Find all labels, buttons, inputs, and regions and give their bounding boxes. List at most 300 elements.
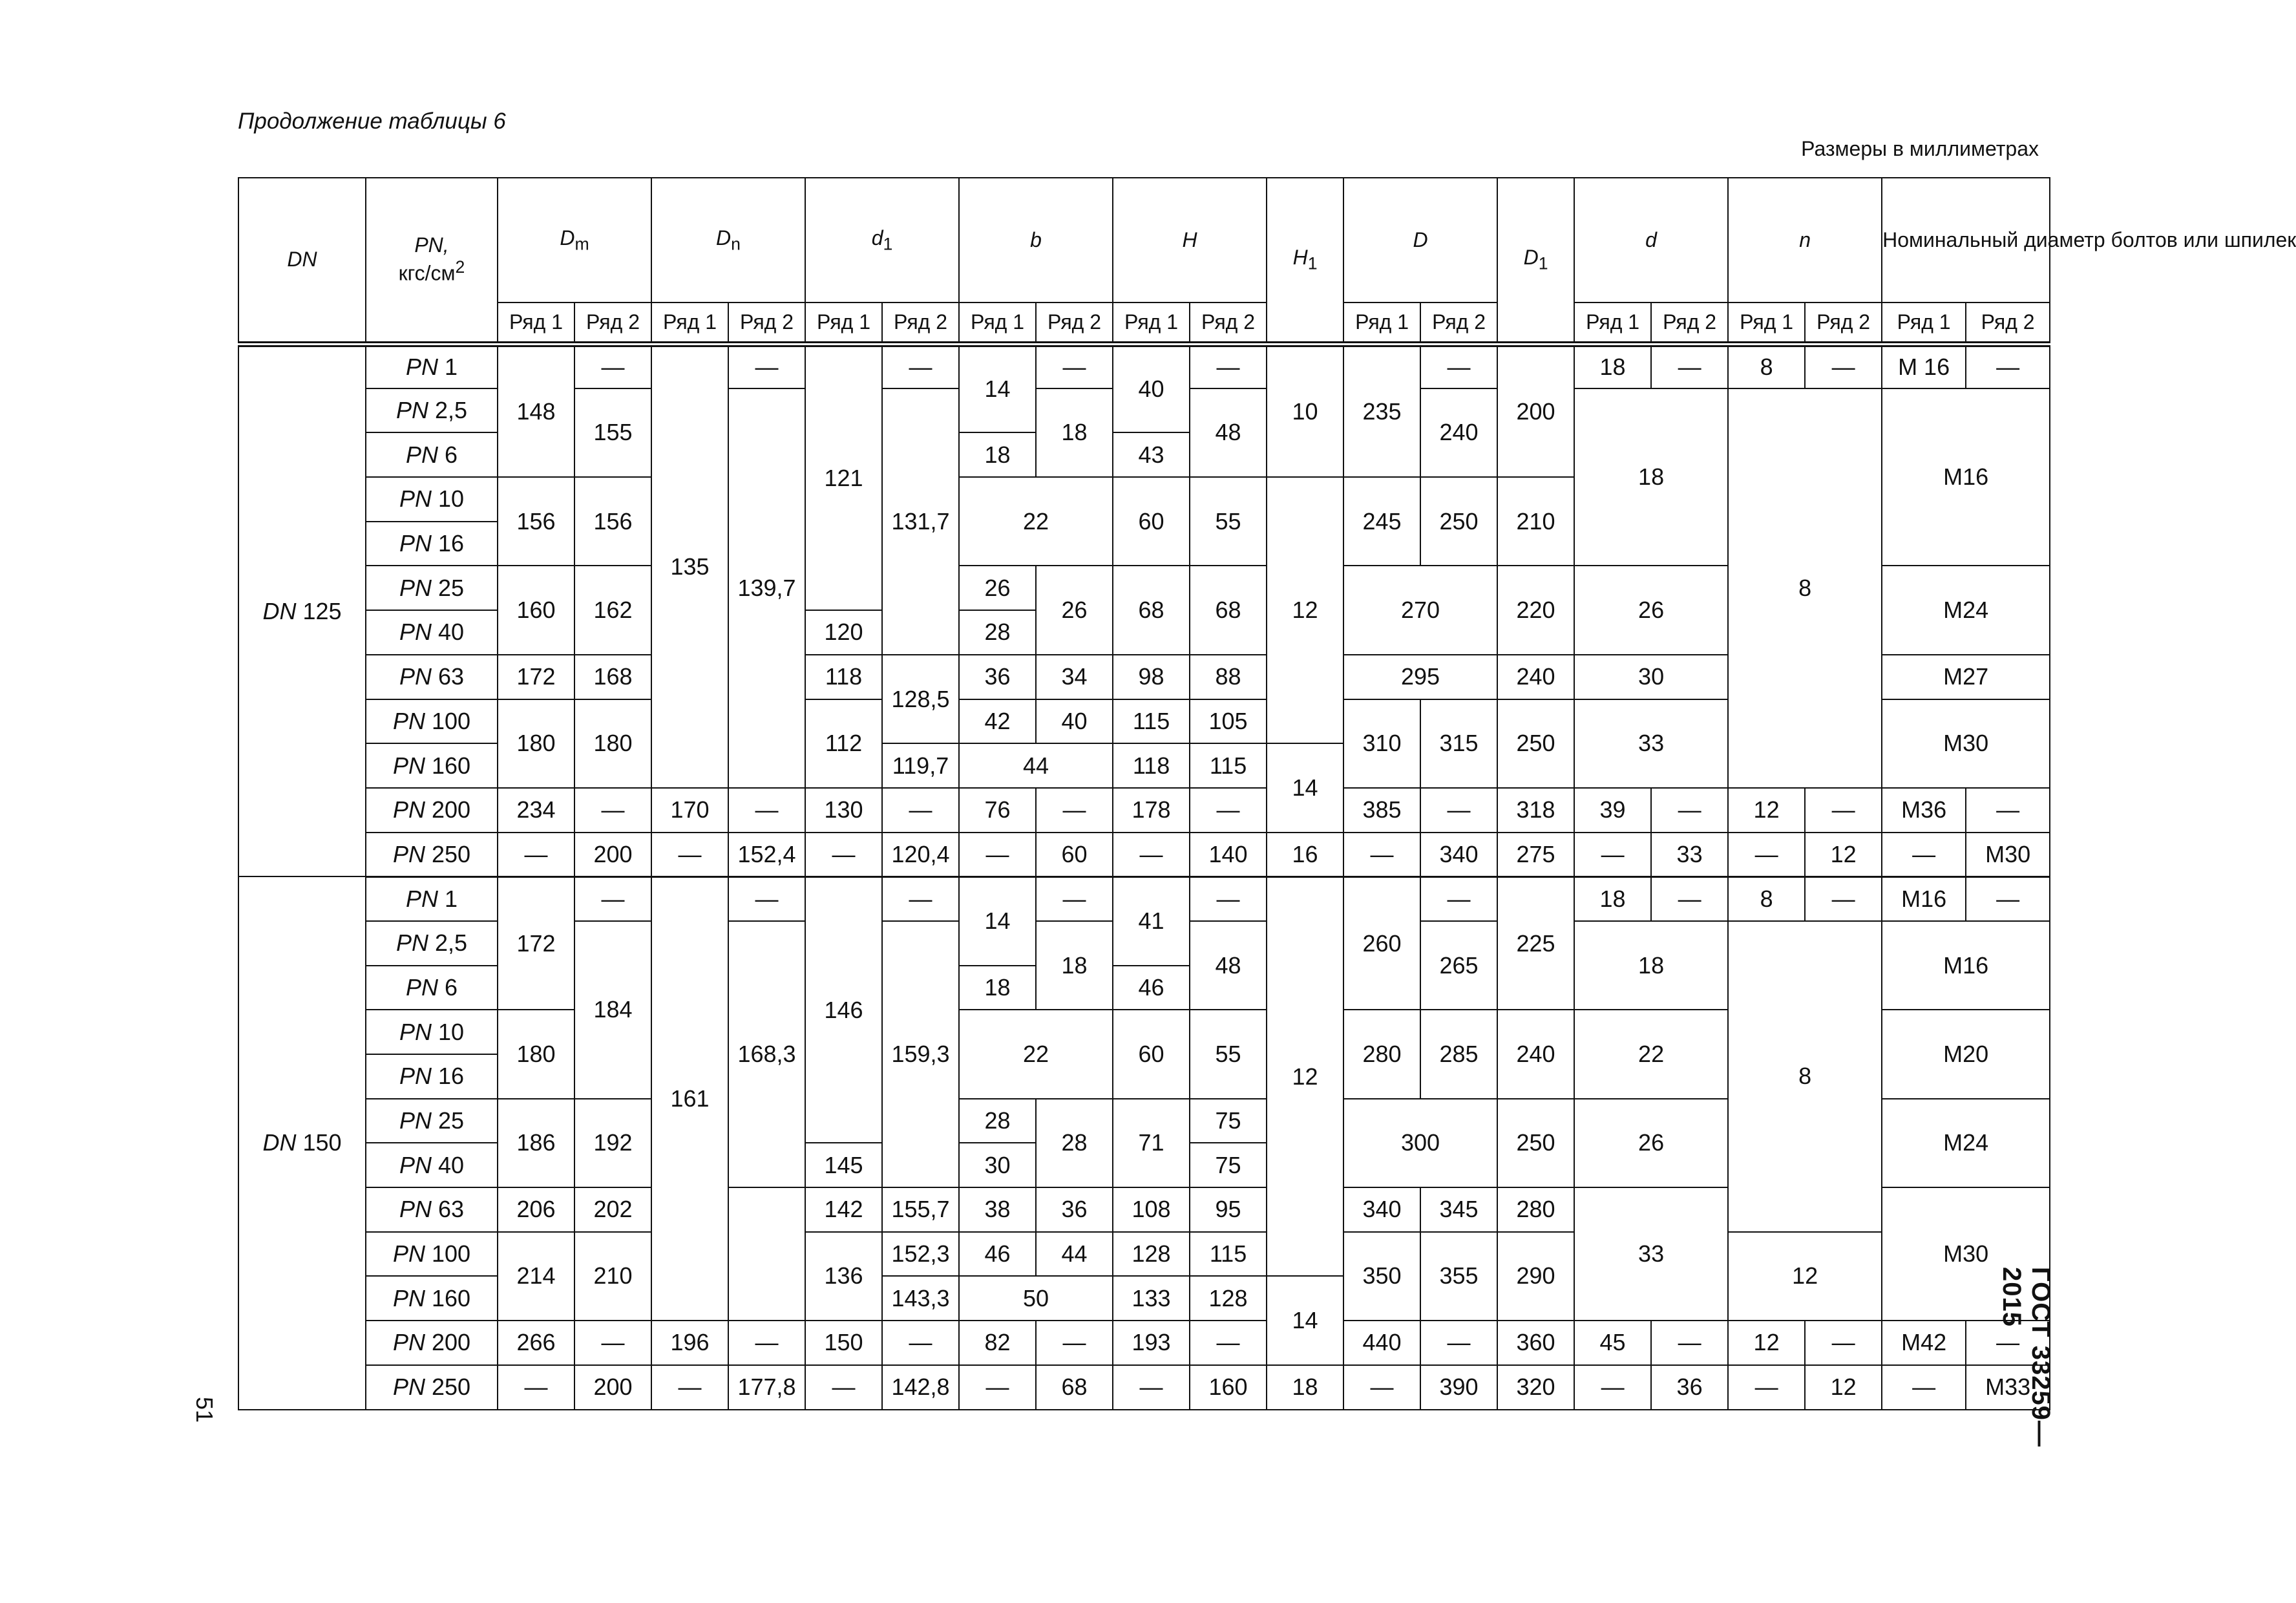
cell: 18 [1574,344,1651,388]
table-row [238,833,2050,877]
cell: 136 [805,1232,882,1321]
cell: — [1190,344,1267,388]
cell: 250 [1497,1099,1574,1187]
cell: 121 [805,344,882,610]
cell: 133 [1113,1276,1190,1321]
cell: — [1113,1365,1190,1410]
row-series-2: Ряд 2 [1966,303,2050,344]
cell: — [1966,788,2050,833]
cell: М30 [1966,833,2050,877]
cell: 44 [959,743,1113,788]
cell: 193 [1113,1321,1190,1365]
cell: 36 [1036,1187,1113,1232]
cell: 118 [1113,743,1190,788]
row-series-2: Ряд 2 [1420,303,1497,344]
cell: 42 [959,699,1036,744]
cell: — [882,876,959,921]
cell: 143,3 [882,1276,959,1321]
row-series-1: Ряд 1 [498,303,574,344]
row-series-2: Ряд 2 [1651,303,1728,344]
cell: 18 [1267,1365,1343,1410]
cell: — [1882,1365,1966,1410]
cell: 250 [1420,477,1497,566]
cell: 440 [1343,1321,1420,1365]
table-row [238,1365,2050,1410]
pn-cell: PN 6 [366,432,498,477]
cell: 18 [1036,921,1113,1010]
cell: М16 [1882,876,1966,921]
cell: — [1651,1321,1728,1365]
cell: 162 [574,566,651,654]
cell: 12 [1267,477,1343,743]
row-series-2: Ряд 2 [574,303,651,344]
cell: — [1574,833,1651,877]
cell: 71 [1113,1099,1190,1187]
cell: — [1190,788,1267,833]
cell: 320 [1497,1365,1574,1410]
cell: 60 [1113,477,1190,566]
cell: — [882,1321,959,1365]
cell: 310 [1343,699,1420,788]
pn-cell: PN 1 [366,344,498,388]
cell: 285 [1420,1010,1497,1098]
cell: 360 [1497,1321,1574,1365]
cell: 82 [959,1321,1036,1365]
cell: 39 [1574,788,1651,833]
cell: 55 [1190,1010,1267,1098]
cell: 245 [1343,477,1420,566]
header-dn: DN [238,178,366,344]
cell: — [1651,344,1728,388]
cell: 177,8 [728,1365,805,1410]
cell: — [1036,876,1113,921]
cell: 68 [1190,566,1267,654]
table-row [238,788,2050,833]
cell: 48 [1190,388,1267,477]
cell: 225 [1497,876,1574,1010]
cell: 250 [1497,699,1574,788]
cell: 112 [805,699,882,788]
cell: 8 [1728,344,1805,388]
cell: 115 [1190,743,1267,788]
cell: — [1420,1321,1497,1365]
cell: 108 [1113,1187,1190,1232]
cell: — [651,1365,728,1410]
pn-cell: PN 160 [366,1276,498,1321]
cell: 38 [959,1187,1036,1232]
cell: М30 [1882,699,2050,788]
cell: 16 [1267,833,1343,877]
cell: 152,4 [728,833,805,877]
table-row [238,1321,2050,1365]
cell: 50 [959,1276,1113,1321]
cell: — [1966,1321,2050,1365]
cell: 168 [574,655,651,699]
cell: 128 [1113,1232,1190,1277]
cell: 41 [1113,876,1190,965]
cell: — [1574,1365,1651,1410]
pn-cell: PN 40 [366,610,498,655]
cell: 192 [574,1099,651,1187]
cell: — [1805,876,1882,921]
row-series-1: Ряд 1 [651,303,728,344]
cell: 12 [1267,876,1343,1276]
cell: 12 [1805,1365,1882,1410]
cell: 36 [959,655,1036,699]
cell: 206 [498,1187,574,1232]
cell: 240 [1420,388,1497,477]
cell: 210 [574,1232,651,1321]
cell: — [1420,344,1497,388]
cell: 180 [498,699,574,788]
cell: — [1805,788,1882,833]
cell: 145 [805,1143,882,1187]
cell: 345 [1420,1187,1497,1232]
pn-cell: PN 63 [366,1187,498,1232]
cell: 168,3 [728,921,805,1187]
cell: 235 [1343,344,1420,477]
cell: 170 [651,788,728,833]
cell: 160 [1190,1365,1267,1410]
cell: 280 [1497,1187,1574,1232]
cell: 142 [805,1187,882,1232]
cell: 12 [1728,1321,1805,1365]
row-series-1: Ряд 1 [1574,303,1651,344]
cell: М27 [1882,655,2050,699]
cell: 156 [574,477,651,566]
cell: 156 [498,477,574,566]
cell: 155 [574,388,651,477]
cell: 300 [1343,1099,1497,1187]
pn-cell: PN 25 [366,566,498,610]
cell: 34 [1036,655,1113,699]
cell: 152,3 [882,1232,959,1277]
cell: — [574,344,651,388]
cell: 115 [1190,1232,1267,1277]
table-caption: Продолжение таблицы 6 [238,109,506,134]
cell: 75 [1190,1143,1267,1187]
cell: 159,3 [882,921,959,1187]
cell: — [805,833,882,877]
cell: — [728,1321,805,1365]
cell: — [882,344,959,388]
cell: 130 [805,788,882,833]
cell: 172 [498,655,574,699]
cell: — [1420,788,1497,833]
cell: 234 [498,788,574,833]
cell: 60 [1113,1010,1190,1098]
cell: 8 [1728,921,1882,1232]
cell: 119,7 [882,743,959,788]
cell: — [574,1321,651,1365]
cell: 88 [1190,655,1267,699]
cell: 18 [1574,876,1651,921]
cell: — [498,833,574,877]
pn-cell: PN 250 [366,833,498,877]
cell: 131,7 [882,388,959,655]
cell: — [1805,1321,1882,1365]
cell: 240 [1497,655,1574,699]
cell: 43 [1113,432,1190,477]
cell: 240 [1497,1010,1574,1098]
cell: 26 [1574,566,1728,654]
cell: 30 [1574,655,1728,699]
cell: 12 [1805,833,1882,877]
cell: 14 [959,876,1036,965]
cell: 202 [574,1187,651,1232]
header-bolt-diameter: Номинальный диаметр болтов или шпилек [1882,178,2050,303]
cell: М20 [1882,1010,2050,1098]
pn-cell: PN 25 [366,1099,498,1143]
flange-dimensions-table [238,177,2296,1410]
cell: 10 [1267,344,1343,477]
cell: 172 [498,876,574,1010]
cell: 148 [498,344,574,477]
pn-cell: PN 200 [366,788,498,833]
cell: 315 [1420,699,1497,788]
cell: 120 [805,610,882,655]
header-D: D [1343,178,1497,303]
row-series-1: Ряд 1 [1343,303,1420,344]
cell: 260 [1343,876,1420,1010]
cell: 186 [498,1099,574,1187]
header-b: b [959,178,1113,303]
cell: — [1190,1321,1267,1365]
cell: — [1966,344,2050,388]
standard-designation: ГОСТ 33259—2015 [1997,1267,2055,1447]
cell: — [1651,876,1728,921]
cell: — [1805,344,1882,388]
cell: 28 [1036,1099,1113,1187]
cell: 36 [1651,1365,1728,1410]
cell: 118 [805,655,882,699]
units-note: Размеры в миллиметрах [1801,137,2039,160]
pn-cell: PN 63 [366,655,498,699]
cell: 46 [959,1232,1036,1277]
cell: 14 [959,344,1036,432]
cell: 44 [1036,1232,1113,1277]
cell: 48 [1190,921,1267,1010]
cell: 60 [1036,833,1113,877]
cell [728,1187,805,1321]
cell: 128,5 [882,655,959,743]
cell: 18 [1036,388,1113,477]
cell: 28 [959,610,1036,655]
row-series-1: Ряд 1 [959,303,1036,344]
row-series-1: Ряд 1 [1728,303,1805,344]
cell: 55 [1190,477,1267,566]
cell: 18 [959,432,1036,477]
pn-cell: PN 10 [366,477,498,522]
row-series-2: Ряд 2 [1190,303,1267,344]
cell: 12 [1728,1232,1882,1321]
cell: 33 [1574,699,1728,788]
cell: — [1036,1321,1113,1365]
cell: 350 [1343,1232,1420,1321]
cell: 385 [1343,788,1420,833]
cell: 45 [1574,1321,1651,1365]
cell: — [882,788,959,833]
table-row [238,1232,2050,1277]
cell: М 16 [1882,344,1966,388]
cell: 200 [574,833,651,877]
cell: — [1966,876,2050,921]
cell: 180 [498,1010,574,1098]
cell: 340 [1343,1187,1420,1232]
cell: — [1420,876,1497,921]
cell: 120,4 [882,833,959,877]
cell: 150 [805,1321,882,1365]
table-row [238,876,2050,921]
header-D1: $D_1$ [1497,178,1574,344]
cell: 290 [1497,1232,1574,1321]
cell: — [1190,876,1267,921]
cell: 22 [959,1010,1113,1098]
cell: — [1728,833,1805,877]
cell: 160 [498,566,574,654]
table-row [238,344,2050,388]
cell: — [728,876,805,921]
cell: 200 [1497,344,1574,477]
cell: М24 [1882,1099,2050,1187]
cell: 318 [1497,788,1574,833]
pn-cell: PN 200 [366,1321,498,1365]
cell: 14 [1267,743,1343,832]
row-series-2: Ряд 2 [882,303,959,344]
cell: 8 [1728,876,1805,921]
cell: М42 [1882,1321,1966,1365]
pn-cell: PN 2,5 [366,921,498,966]
cell: 275 [1497,833,1574,877]
cell: 95 [1190,1187,1267,1232]
pn-cell: PN 100 [366,699,498,744]
cell: М36 [1882,788,1966,833]
cell: 26 [1574,1099,1728,1187]
cell: 68 [1036,1365,1113,1410]
cell: — [728,788,805,833]
cell: — [1036,788,1113,833]
cell: 184 [574,921,651,1099]
cell: 46 [1113,966,1190,1010]
cell: 26 [1036,566,1113,654]
cell: — [1343,1365,1420,1410]
cell: — [1343,833,1420,877]
cell: 128 [1190,1276,1267,1321]
cell: 8 [1728,388,1882,788]
cell: 214 [498,1232,574,1321]
row-series-1: Ряд 1 [805,303,882,344]
cell: — [498,1365,574,1410]
cell: М16 [1882,388,2050,566]
row-series-2: Ряд 2 [728,303,805,344]
cell: 22 [959,477,1113,566]
cell: М16 [1882,921,2050,1010]
cell: 265 [1420,921,1497,1010]
pn-cell: PN 40 [366,1143,498,1187]
cell: 142,8 [882,1365,959,1410]
cell: 33 [1651,833,1728,877]
row-series-2: Ряд 2 [1805,303,1882,344]
pn-cell: PN 16 [366,522,498,566]
cell: 295 [1343,655,1497,699]
cell: 266 [498,1321,574,1365]
header-dm: $D_m$ [498,178,651,303]
cell: 68 [1113,566,1190,654]
cell: 161 [651,876,728,1321]
cell: 355 [1420,1232,1497,1321]
cell: 22 [1574,1010,1728,1098]
cell: 40 [1113,344,1190,432]
cell: 220 [1497,566,1574,654]
page-number: 51 [191,1396,218,1423]
pn-cell: PN 1 [366,876,498,921]
cell: М24 [1882,566,2050,654]
header-d: d [1574,178,1728,303]
cell: 280 [1343,1010,1420,1098]
cell: 12 [1728,788,1805,833]
cell: 26 [959,566,1036,610]
pn-cell: PN 250 [366,1365,498,1410]
header-h: H [1113,178,1267,303]
pn-cell: PN 2,5 [366,388,498,433]
cell: — [1882,833,1966,877]
cell: 200 [574,1365,651,1410]
cell: — [651,833,728,877]
cell: 14 [1267,1276,1343,1364]
cell: 28 [959,1099,1036,1143]
cell: — [1036,344,1113,388]
cell: — [728,344,805,388]
row-series-1: Ряд 1 [1882,303,1966,344]
dn-cell: DN 150 [238,876,366,1409]
cell: 155,7 [882,1187,959,1232]
cell: 390 [1420,1365,1497,1410]
header-n: n [1728,178,1882,303]
pn-cell: PN 100 [366,1232,498,1277]
cell: 18 [1574,388,1728,566]
cell: — [959,1365,1036,1410]
cell: 115 [1113,699,1190,744]
cell: 76 [959,788,1036,833]
cell: — [1728,1365,1805,1410]
cell: 98 [1113,655,1190,699]
cell: 196 [651,1321,728,1365]
pn-cell: PN 6 [366,966,498,1010]
cell: М30 [1882,1187,2050,1321]
pn-cell: PN 16 [366,1054,498,1099]
cell: 146 [805,876,882,1143]
cell: 178 [1113,788,1190,833]
cell: 105 [1190,699,1267,744]
cell: 33 [1574,1187,1728,1321]
row-series-1: Ряд 1 [1113,303,1190,344]
cell: 210 [1497,477,1574,566]
cell: 40 [1036,699,1113,744]
cell: — [574,788,651,833]
header-pn: PN, кгс/$см^2$ [366,178,498,344]
cell: 30 [959,1143,1036,1187]
cell: 75 [1190,1099,1267,1143]
cell: — [959,833,1036,877]
row-series-2: Ряд 2 [1036,303,1113,344]
header-d1: $d_1$ [805,178,959,303]
cell: — [805,1365,882,1410]
cell: 180 [574,699,651,788]
dn-cell: DN 125 [238,344,366,876]
cell: 139,7 [728,388,805,788]
cell: 18 [959,966,1036,1010]
pn-cell: PN 10 [366,1010,498,1054]
